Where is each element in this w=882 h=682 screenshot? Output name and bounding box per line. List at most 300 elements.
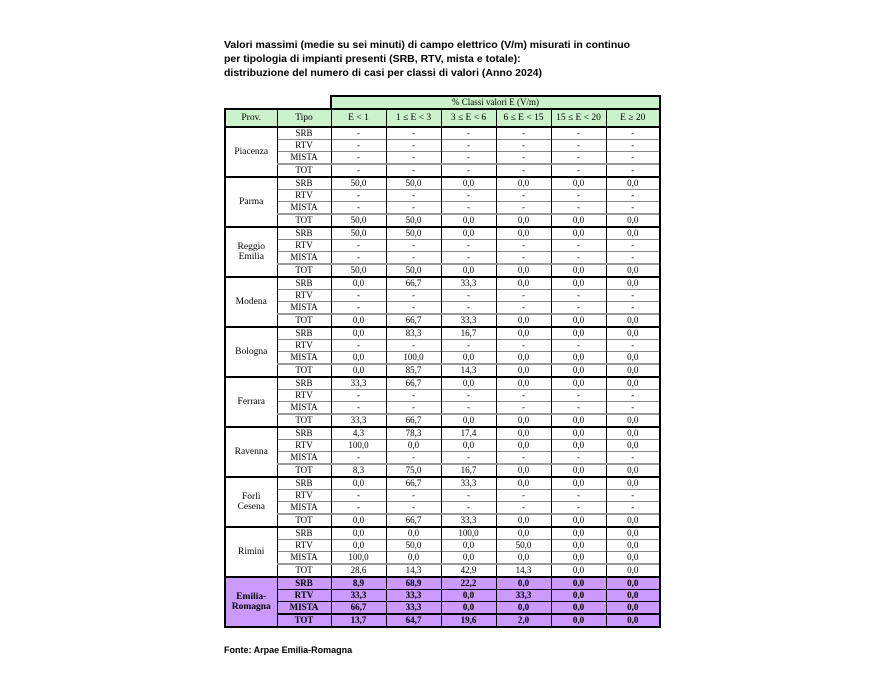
value-cell: -: [551, 164, 606, 177]
value-cell: 33,3: [441, 477, 496, 490]
value-cell: 0,0: [496, 277, 551, 290]
value-cell: -: [331, 390, 386, 402]
value-cell: 0,0: [331, 527, 386, 540]
value-cell: 66,7: [386, 277, 441, 290]
value-cell: 0,0: [496, 427, 551, 440]
value-cell: 0,0: [551, 427, 606, 440]
value-cell: -: [496, 390, 551, 402]
value-cell: -: [441, 164, 496, 177]
tipo-cell: TOT: [277, 564, 331, 577]
value-cell: 0,0: [496, 177, 551, 190]
table-row: [225, 614, 660, 627]
value-cell: -: [551, 290, 606, 302]
value-cell: 0,0: [441, 377, 496, 390]
tipo-cell: SRB: [277, 477, 331, 490]
value-cell: 0,0: [551, 364, 606, 377]
value-cell: -: [441, 152, 496, 165]
value-cell: 0,0: [496, 440, 551, 452]
value-cell: 0,0: [606, 477, 660, 490]
value-cell: 0,0: [551, 614, 606, 627]
value-cell: 19,6: [441, 614, 496, 627]
value-cell: 0,0: [441, 540, 496, 552]
tipo-cell: SRB: [277, 327, 331, 340]
tipo-cell: MISTA: [277, 552, 331, 565]
value-cell: 50,0: [331, 214, 386, 227]
value-cell: 0,0: [331, 277, 386, 290]
value-cell: -: [441, 402, 496, 415]
tipo-cell: MISTA: [277, 302, 331, 315]
value-cell: 0,0: [551, 552, 606, 565]
value-cell: 0,0: [551, 590, 606, 602]
province-cell: Ferrara: [225, 377, 277, 427]
value-cell: -: [606, 190, 660, 202]
value-cell: 0,0: [551, 227, 606, 240]
table-row: [225, 590, 660, 602]
value-cell: -: [551, 240, 606, 252]
value-cell: 0,0: [551, 464, 606, 477]
table-row: [225, 252, 660, 265]
value-cell: 0,0: [441, 177, 496, 190]
value-cell: -: [331, 302, 386, 315]
value-cell: 0,0: [441, 214, 496, 227]
table-row: [225, 414, 660, 427]
value-cell: -: [606, 240, 660, 252]
value-cell: 0,0: [606, 564, 660, 577]
value-cell: 50,0: [386, 227, 441, 240]
title-line-2: per tipologia di impianti presenti (SRB, RTV, mista e totale):: [224, 53, 521, 65]
value-cell: -: [386, 190, 441, 202]
table-row: [225, 540, 660, 552]
value-cell: -: [496, 290, 551, 302]
tipo-cell: RTV: [277, 590, 331, 602]
value-cell: -: [386, 390, 441, 402]
value-cell: 0,0: [606, 552, 660, 565]
table-row: [225, 477, 660, 490]
value-cell: -: [441, 502, 496, 515]
title-line-1: Valori massimi (medie su sei minuti) di campo elettrico (V/m) misurati in continuo: [224, 39, 631, 51]
table-row: [225, 302, 660, 315]
value-cell: 68,9: [386, 577, 441, 590]
value-cell: 0,0: [496, 364, 551, 377]
value-cell: 0,0: [606, 314, 660, 327]
value-cell: -: [441, 240, 496, 252]
value-cell: 0,0: [496, 477, 551, 490]
tipo-cell: SRB: [277, 277, 331, 290]
value-cell: 17,4: [441, 427, 496, 440]
table-row: [225, 402, 660, 415]
value-cell: 16,7: [441, 464, 496, 477]
table-row: [225, 440, 660, 452]
value-cell: 0,0: [331, 540, 386, 552]
value-cell: 83,3: [386, 327, 441, 340]
value-cell: -: [386, 252, 441, 265]
value-cell: 66,7: [386, 477, 441, 490]
tipo-cell: TOT: [277, 164, 331, 177]
table-row: [225, 327, 660, 340]
value-cell: -: [496, 202, 551, 215]
table-row: [225, 602, 660, 615]
value-cell: -: [551, 252, 606, 265]
value-cell: -: [386, 340, 441, 352]
value-cell: 100,0: [441, 527, 496, 540]
value-cell: -: [386, 127, 441, 140]
value-cell: -: [606, 202, 660, 215]
value-cell: 0,0: [551, 440, 606, 452]
tipo-cell: RTV: [277, 140, 331, 152]
value-cell: -: [606, 452, 660, 465]
table-row: [225, 502, 660, 515]
value-cell: -: [606, 152, 660, 165]
spanning-header-row: [225, 96, 660, 109]
table-row: [225, 490, 660, 502]
value-cell: 100,0: [331, 440, 386, 452]
tipo-cell: TOT: [277, 464, 331, 477]
value-cell: 0,0: [496, 514, 551, 527]
value-cell: 0,0: [606, 577, 660, 590]
value-cell: 0,0: [551, 602, 606, 615]
value-cell: -: [606, 340, 660, 352]
province-cell: Piacenza: [225, 127, 277, 177]
tipo-cell: MISTA: [277, 252, 331, 265]
value-cell: 50,0: [496, 540, 551, 552]
value-cell: 0,0: [496, 464, 551, 477]
value-cell: 50,0: [386, 177, 441, 190]
value-cell: -: [331, 190, 386, 202]
value-cell: 33,3: [331, 414, 386, 427]
value-cell: 0,0: [386, 527, 441, 540]
tipo-cell: TOT: [277, 264, 331, 277]
province-cell: Forlì Cesena: [225, 477, 277, 527]
value-cell: 0,0: [496, 314, 551, 327]
value-cell: -: [386, 140, 441, 152]
col-header-class-6: E ≥ 20: [606, 109, 660, 127]
table-row: [225, 177, 660, 190]
value-cell: -: [441, 490, 496, 502]
value-cell: -: [386, 152, 441, 165]
value-cell: -: [331, 290, 386, 302]
tipo-cell: SRB: [277, 227, 331, 240]
value-cell: 0,0: [441, 227, 496, 240]
value-cell: 0,0: [441, 264, 496, 277]
value-cell: -: [551, 340, 606, 352]
value-cell: 0,0: [606, 364, 660, 377]
table-row: [225, 152, 660, 165]
value-cell: 16,7: [441, 327, 496, 340]
value-cell: -: [441, 202, 496, 215]
value-cell: 0,0: [496, 414, 551, 427]
value-cell: 0,0: [551, 540, 606, 552]
table-row: [225, 214, 660, 227]
value-cell: -: [331, 402, 386, 415]
value-cell: 0,0: [496, 602, 551, 615]
value-cell: 0,0: [551, 527, 606, 540]
col-header-class-5: 15 ≤ E < 20: [551, 109, 606, 127]
value-cell: -: [441, 452, 496, 465]
value-cell: -: [606, 252, 660, 265]
value-cell: 0,0: [496, 377, 551, 390]
value-cell: -: [386, 490, 441, 502]
value-cell: 50,0: [331, 227, 386, 240]
tipo-cell: RTV: [277, 390, 331, 402]
value-cell: -: [551, 127, 606, 140]
tipo-cell: MISTA: [277, 152, 331, 165]
tipo-cell: TOT: [277, 364, 331, 377]
value-cell: 100,0: [331, 552, 386, 565]
table-row: [225, 127, 660, 140]
value-cell: 50,0: [331, 177, 386, 190]
table-row: [225, 552, 660, 565]
value-cell: 28,6: [331, 564, 386, 577]
value-cell: 50,0: [386, 264, 441, 277]
value-cell: -: [606, 290, 660, 302]
value-cell: 50,0: [331, 264, 386, 277]
value-cell: 0,0: [606, 264, 660, 277]
tipo-cell: RTV: [277, 340, 331, 352]
tipo-cell: SRB: [277, 427, 331, 440]
value-cell: 4,3: [331, 427, 386, 440]
value-cell: 0,0: [551, 577, 606, 590]
tipo-cell: SRB: [277, 177, 331, 190]
value-cell: 66,7: [386, 414, 441, 427]
col-header-class-4: 6 ≤ E < 15: [496, 109, 551, 127]
value-cell: -: [496, 140, 551, 152]
value-cell: -: [551, 302, 606, 315]
tipo-cell: MISTA: [277, 352, 331, 365]
tipo-cell: SRB: [277, 527, 331, 540]
value-cell: 0,0: [496, 552, 551, 565]
value-cell: 0,0: [551, 327, 606, 340]
tipo-cell: SRB: [277, 127, 331, 140]
value-cell: 0,0: [606, 327, 660, 340]
tipo-cell: TOT: [277, 214, 331, 227]
table-row: [225, 377, 660, 390]
value-cell: 0,0: [606, 427, 660, 440]
tipo-cell: TOT: [277, 314, 331, 327]
value-cell: 78,3: [386, 427, 441, 440]
value-cell: 0,0: [441, 590, 496, 602]
value-cell: 0,0: [386, 552, 441, 565]
col-header-class-2: 1 ≤ E < 3: [386, 109, 441, 127]
value-cell: -: [331, 490, 386, 502]
value-cell: -: [386, 290, 441, 302]
value-cell: 33,3: [331, 377, 386, 390]
value-cell: -: [331, 164, 386, 177]
classes-spanning-header: % Classi valori E (V/m): [331, 96, 660, 109]
value-cell: 0,0: [496, 327, 551, 340]
value-cell: 0,0: [551, 177, 606, 190]
value-cell: 0,0: [331, 327, 386, 340]
value-cell: 33,3: [441, 277, 496, 290]
value-cell: -: [551, 490, 606, 502]
value-cell: 2,0: [496, 614, 551, 627]
value-cell: 8,3: [331, 464, 386, 477]
col-header-tipo: Tipo: [277, 109, 331, 127]
value-cell: -: [331, 502, 386, 515]
value-cell: -: [551, 190, 606, 202]
value-cell: -: [441, 340, 496, 352]
table-row: [225, 227, 660, 240]
value-cell: 0,0: [496, 214, 551, 227]
tipo-cell: RTV: [277, 440, 331, 452]
value-cell: 0,0: [606, 440, 660, 452]
tipo-cell: MISTA: [277, 202, 331, 215]
value-cell: 0,0: [606, 540, 660, 552]
value-cell: -: [496, 152, 551, 165]
value-cell: 0,0: [441, 602, 496, 615]
col-header-prov: Prov.: [225, 109, 277, 127]
value-cell: -: [606, 502, 660, 515]
value-cell: -: [496, 402, 551, 415]
tipo-cell: MISTA: [277, 602, 331, 615]
tipo-cell: SRB: [277, 377, 331, 390]
value-cell: 0,0: [331, 514, 386, 527]
value-cell: -: [331, 252, 386, 265]
value-cell: -: [606, 140, 660, 152]
table-row: [225, 577, 660, 590]
value-cell: -: [496, 164, 551, 177]
table-row: [225, 202, 660, 215]
value-cell: -: [386, 302, 441, 315]
value-cell: 50,0: [386, 214, 441, 227]
value-cell: 33,3: [386, 590, 441, 602]
value-cell: 33,3: [331, 590, 386, 602]
value-cell: 85,7: [386, 364, 441, 377]
value-cell: 0,0: [496, 527, 551, 540]
value-cell: -: [441, 302, 496, 315]
province-cell: Modena: [225, 277, 277, 327]
value-cell: 0,0: [551, 514, 606, 527]
value-cell: 0,0: [441, 352, 496, 365]
value-cell: 0,0: [606, 602, 660, 615]
col-header-class-1: E < 1: [331, 109, 386, 127]
value-cell: -: [606, 302, 660, 315]
value-cell: 0,0: [441, 414, 496, 427]
value-cell: 0,0: [441, 552, 496, 565]
table-row: [225, 464, 660, 477]
value-cell: 0,0: [606, 177, 660, 190]
table-row: [225, 514, 660, 527]
value-cell: -: [551, 502, 606, 515]
value-cell: -: [496, 490, 551, 502]
table-row: [225, 427, 660, 440]
table-row: [225, 240, 660, 252]
tipo-cell: SRB: [277, 577, 331, 590]
value-cell: 0,0: [496, 227, 551, 240]
tipo-cell: MISTA: [277, 402, 331, 415]
value-cell: -: [606, 402, 660, 415]
value-cell: -: [551, 140, 606, 152]
tipo-cell: RTV: [277, 490, 331, 502]
value-cell: 33,3: [441, 314, 496, 327]
value-cell: -: [386, 164, 441, 177]
value-cell: -: [331, 152, 386, 165]
province-cell: Emilia-Romagna: [225, 577, 277, 627]
province-cell: Reggio Emilia: [225, 227, 277, 277]
value-cell: 66,7: [386, 377, 441, 390]
value-cell: 33,3: [386, 602, 441, 615]
value-cell: 14,3: [496, 564, 551, 577]
table-row: [225, 277, 660, 290]
table-row: [225, 564, 660, 577]
table-row: [225, 364, 660, 377]
value-cell: -: [386, 402, 441, 415]
value-cell: 66,7: [386, 314, 441, 327]
table-body: [225, 127, 660, 627]
value-cell: 0,0: [331, 314, 386, 327]
value-cell: 14,3: [441, 364, 496, 377]
value-cell: -: [331, 452, 386, 465]
value-cell: -: [441, 190, 496, 202]
value-cell: -: [496, 452, 551, 465]
tipo-cell: TOT: [277, 414, 331, 427]
value-cell: 8,9: [331, 577, 386, 590]
value-cell: -: [386, 452, 441, 465]
value-cell: 100,0: [386, 352, 441, 365]
value-cell: 0,0: [606, 227, 660, 240]
tipo-cell: RTV: [277, 240, 331, 252]
value-cell: -: [551, 452, 606, 465]
value-cell: 0,0: [551, 264, 606, 277]
value-cell: -: [606, 490, 660, 502]
value-cell: -: [496, 302, 551, 315]
value-cell: -: [496, 252, 551, 265]
tipo-cell: RTV: [277, 540, 331, 552]
table-row: [225, 164, 660, 177]
data-table: [224, 95, 661, 628]
value-cell: 33,3: [441, 514, 496, 527]
value-cell: 0,0: [606, 590, 660, 602]
value-cell: -: [331, 340, 386, 352]
value-cell: 0,0: [496, 577, 551, 590]
value-cell: 75,0: [386, 464, 441, 477]
table-row: [225, 390, 660, 402]
value-cell: -: [606, 164, 660, 177]
value-cell: -: [551, 202, 606, 215]
tipo-cell: MISTA: [277, 452, 331, 465]
value-cell: 0,0: [386, 440, 441, 452]
source-text: Fonte: Arpae Emilia-Romagna: [224, 645, 353, 655]
province-cell: Ravenna: [225, 427, 277, 477]
value-cell: -: [331, 140, 386, 152]
value-cell: 0,0: [331, 364, 386, 377]
value-cell: -: [441, 140, 496, 152]
value-cell: -: [441, 290, 496, 302]
value-cell: -: [331, 202, 386, 215]
value-cell: 0,0: [606, 614, 660, 627]
empty-corner: [225, 96, 331, 109]
value-cell: 66,7: [331, 602, 386, 615]
value-cell: 13,7: [331, 614, 386, 627]
value-cell: 0,0: [441, 440, 496, 452]
value-cell: -: [496, 340, 551, 352]
value-cell: 0,0: [606, 464, 660, 477]
value-cell: 0,0: [551, 377, 606, 390]
value-cell: 0,0: [551, 214, 606, 227]
value-cell: 0,0: [551, 314, 606, 327]
value-cell: 66,7: [386, 514, 441, 527]
tipo-cell: TOT: [277, 514, 331, 527]
value-cell: 0,0: [551, 277, 606, 290]
value-cell: 0,0: [551, 564, 606, 577]
table-row: [225, 452, 660, 465]
value-cell: -: [606, 127, 660, 140]
value-cell: -: [331, 127, 386, 140]
value-cell: 0,0: [606, 527, 660, 540]
tipo-cell: MISTA: [277, 502, 331, 515]
value-cell: 0,0: [606, 414, 660, 427]
province-cell: Rimini: [225, 527, 277, 577]
column-header-row: [225, 109, 660, 127]
